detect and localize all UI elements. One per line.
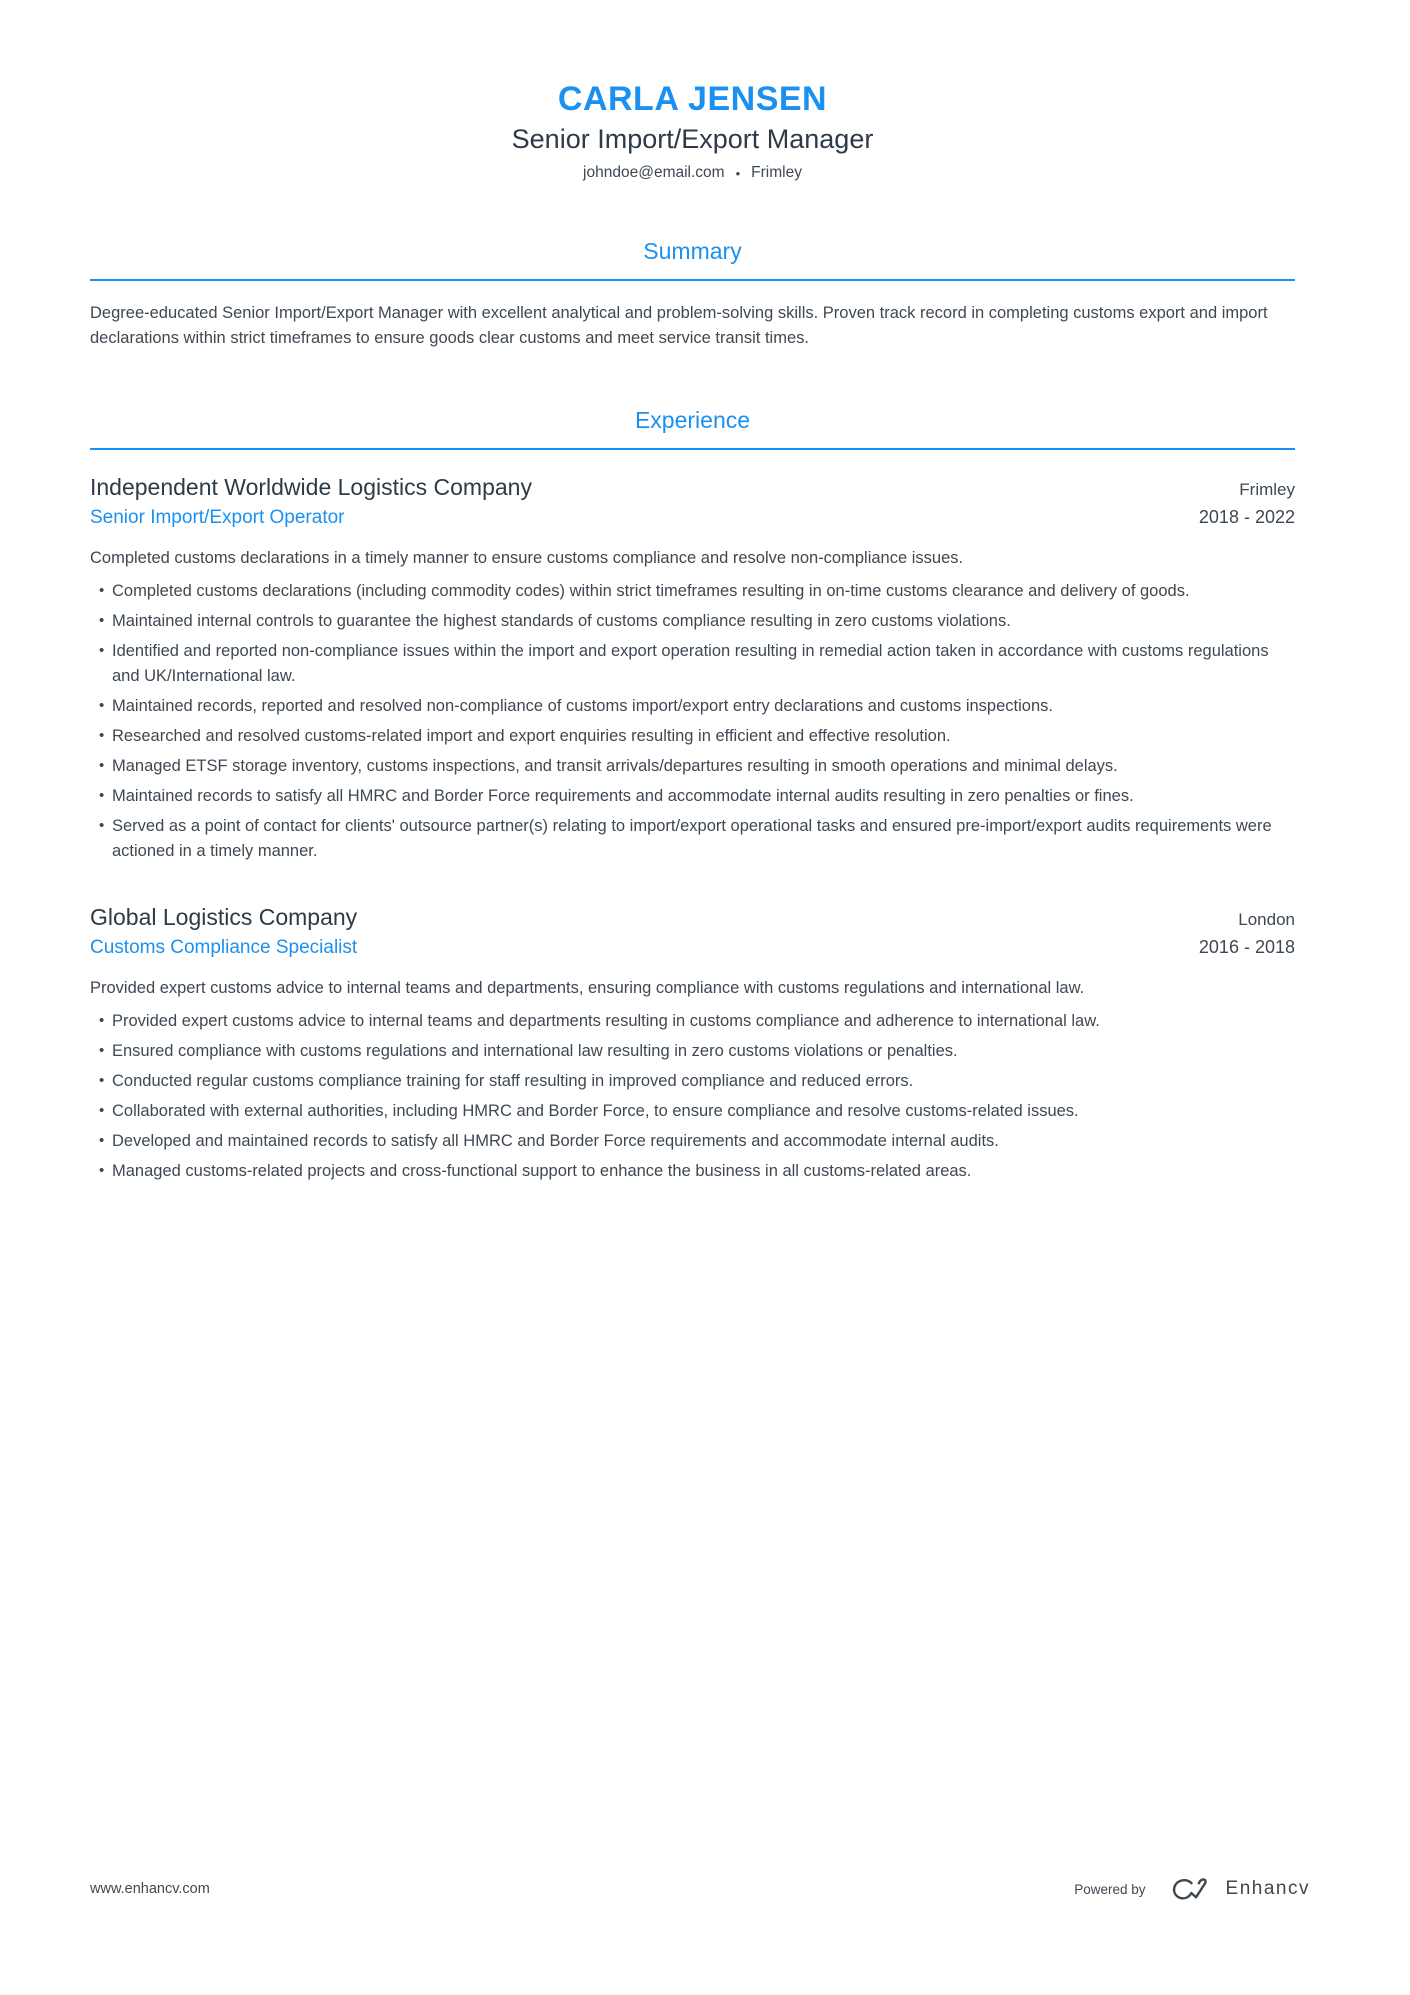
job-entry xyxy=(90,902,1295,1184)
bullet-item: • Ensured compliance with customs regulations and international law resulting in zero customs violations or penalties. xyxy=(112,1039,1295,1064)
bullet-item: • Provided expert customs advice to internal teams and departments resulting in customs compliance and adherence to international law. xyxy=(112,1009,1295,1034)
contact-separator-dot: • xyxy=(735,165,741,181)
company-name: Global Logistics Company xyxy=(90,904,358,930)
enhancv-logo-icon xyxy=(1168,1876,1212,1902)
bullet-item: • Conducted regular customs compliance training for staff resulting in improved compliance and reduced errors. xyxy=(112,1069,1295,1094)
bullet-item: • Served as a point of contact for clients' outsource partner(s) relating to import/export operational tasks and ensured pre-import/export audits requirements were actioned in a timely manner. xyxy=(112,814,1295,864)
job-intro: Provided expert customs advice to internal teams and departments, ensuring compliance with customs regulations and international law. xyxy=(90,979,1085,997)
job-company-row xyxy=(90,902,1295,932)
summary-heading: Summary xyxy=(90,238,1295,281)
bullet-item: • Maintained records, reported and resolved non-compliance of customs import/export entry declarations and customs inspections. xyxy=(112,694,1295,719)
summary-section xyxy=(90,238,1295,351)
email-link[interactable]: johndoe@email.com xyxy=(583,164,725,181)
contact-line xyxy=(90,164,1295,182)
contact-location: Frimley xyxy=(751,164,802,181)
job-role-row xyxy=(90,935,1295,961)
experience-section xyxy=(90,407,1295,1184)
enhancv-website-link[interactable]: www.enhancv.com xyxy=(90,1881,210,1897)
powered-by-label: Powered by xyxy=(1074,1881,1146,1897)
bullet-item: • Maintained internal controls to guarantee the highest standards of customs compliance resulting in zero customs violations. xyxy=(112,609,1295,634)
job-location: London xyxy=(1238,910,1295,929)
footer-brand xyxy=(1074,1876,1310,1902)
company-name: Independent Worldwide Logistics Company xyxy=(90,474,532,500)
page-footer xyxy=(90,1876,1310,1902)
job-role: Senior Import/Export Operator xyxy=(90,507,345,528)
bullet-item: • Managed customs-related projects and cross-functional support to enhance the business in all customs-related areas. xyxy=(112,1159,1295,1184)
enhancv-brand-name: Enhancv xyxy=(1225,1878,1310,1899)
bullet-item: • Identified and reported non-compliance issues within the import and export operation resulting in remedial action taken in accordance with customs regulations and UK/International law. xyxy=(112,639,1295,689)
job-dates: 2016 - 2018 xyxy=(1198,937,1295,957)
experience-heading: Experience xyxy=(90,407,1295,450)
job-bullet-list xyxy=(112,1009,1295,1184)
job-intro: Completed customs declarations in a timely manner to ensure customs compliance and resolve non-compliance issues. xyxy=(90,549,964,567)
bullet-item: • Researched and resolved customs-related import and export enquiries resulting in efficient and effective resolution. xyxy=(112,724,1295,749)
person-name: CARLA JENSEN xyxy=(557,80,828,118)
job-role: Customs Compliance Specialist xyxy=(90,937,358,958)
job-bullet-list xyxy=(112,579,1295,864)
job-dates: 2018 - 2022 xyxy=(1198,507,1295,527)
job-entry xyxy=(90,472,1295,864)
bullet-item: • Collaborated with external authorities, including HMRC and Border Force, to ensure compliance and resolve customs-related issues. xyxy=(112,1099,1295,1124)
job-role-row xyxy=(90,505,1295,531)
bullet-item: • Managed ETSF storage inventory, customs inspections, and transit arrivals/departures resulting in smooth operations and minimal delays. xyxy=(112,754,1295,779)
job-company-row xyxy=(90,472,1295,502)
person-job-title: Senior Import/Export Manager xyxy=(511,124,874,154)
job-location: Frimley xyxy=(1239,480,1295,499)
bullet-item: • Maintained records to satisfy all HMRC and Border Force requirements and accommodate internal audits resulting in zero penalties or fines. xyxy=(112,784,1295,809)
resume-header xyxy=(90,80,1295,182)
bullet-item: • Completed customs declarations (including commodity codes) within strict timeframes resulting in on-time customs clearance and delivery of goods. xyxy=(112,579,1295,604)
bullet-item: • Developed and maintained records to satisfy all HMRC and Border Force requirements and accommodate internal audits. xyxy=(112,1129,1295,1154)
summary-text: Degree-educated Senior Import/Export Manager with excellent analytical and problem-solving skills. Proven track record in completing customs export and import declarations within strict timeframes to ensure goods clear customs and meet service transit times. xyxy=(90,304,1268,347)
